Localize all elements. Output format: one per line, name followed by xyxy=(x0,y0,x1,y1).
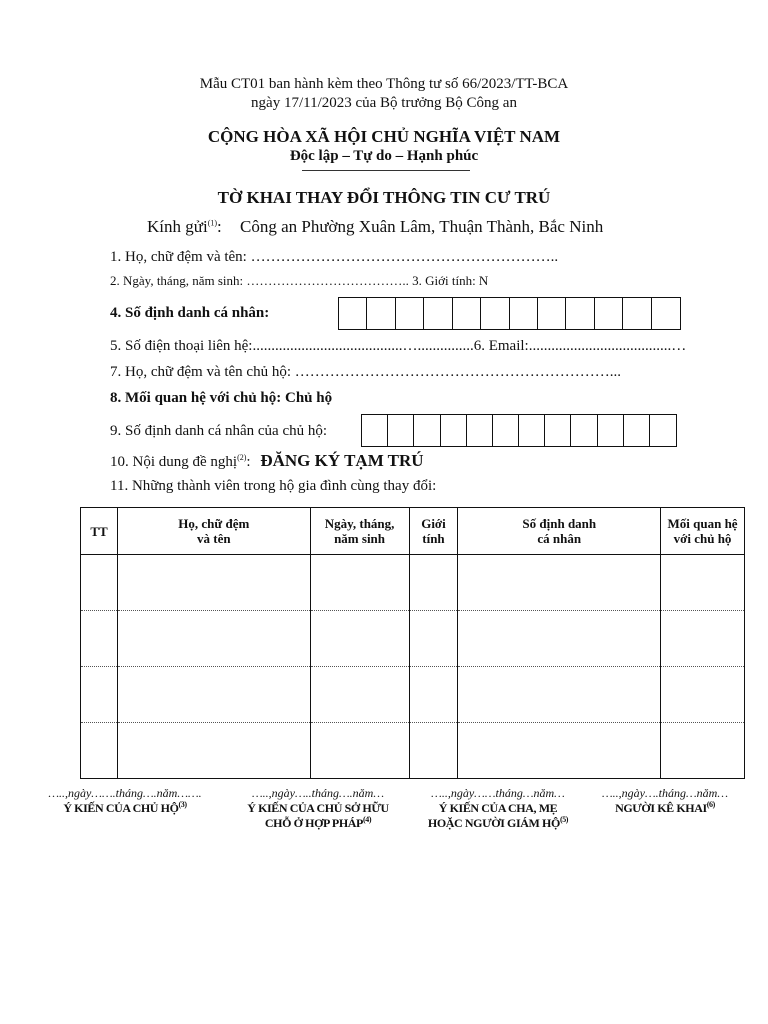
request-content-footnote: (2) xyxy=(237,453,247,462)
table-cell[interactable] xyxy=(117,667,310,723)
table-cell[interactable] xyxy=(458,555,661,611)
field-members-label: 11. Những thành viên trong hộ gia đình cùng thay đổi: xyxy=(110,478,437,494)
table-cell[interactable] xyxy=(409,555,458,611)
head-id-digit-box[interactable] xyxy=(388,415,414,446)
table-cell[interactable] xyxy=(310,723,409,779)
col-header-relationship xyxy=(661,508,745,555)
field-phone-email: 5. Số điện thoại liên hệ:........................................…...............6. Email:......................................… xyxy=(110,338,687,354)
table-cell[interactable] xyxy=(81,555,118,611)
signature-footnote: (6) xyxy=(706,800,715,809)
col-header-name xyxy=(117,508,310,555)
recipient-line: Kính gửi$^{(1)}$: Công an Phường Xuân Lâm, Thuận Thành, Bắc Ninh xyxy=(147,217,604,236)
form-reference-line-2: ngày 17/11/2023 của Bộ trưởng Bộ Công an xyxy=(251,95,517,111)
id-digit-box[interactable] xyxy=(566,298,594,329)
col-header-birthdate xyxy=(310,508,409,555)
head-id-digit-box[interactable] xyxy=(519,415,545,446)
table-cell[interactable] xyxy=(458,611,661,667)
table-cell[interactable] xyxy=(409,723,458,779)
table-cell[interactable] xyxy=(409,667,458,723)
id-digit-box[interactable] xyxy=(367,298,395,329)
signature-role-text: HOẶC NGƯỜI GIÁM HỘ xyxy=(427,816,560,830)
signature-role xyxy=(40,801,210,816)
signature-role-text: NGƯỜI KÊ KHAI xyxy=(615,801,707,815)
form-title: TỜ KHAI THAY ĐỔI THÔNG TIN CƯ TRÚ xyxy=(217,188,551,207)
col-header-name-text: Họ, chữ đệm và tên xyxy=(178,516,250,546)
head-id-digit-box[interactable] xyxy=(441,415,467,446)
table-row xyxy=(81,611,745,667)
nation-title: CỘNG HÒA XÃ HỘI CHỦ NGHĨA VIỆT NAM xyxy=(207,127,561,146)
table-cell[interactable] xyxy=(81,723,118,779)
id-digit-box[interactable] xyxy=(595,298,623,329)
head-id-digit-box[interactable] xyxy=(362,415,388,446)
head-id-digit-box[interactable] xyxy=(650,415,676,446)
recipient-footnote: (1) xyxy=(207,218,218,228)
recipient-value: Công an Phường Xuân Lâm, Thuận Thành, Bắc Ninh xyxy=(240,217,604,236)
id-digit-box[interactable] xyxy=(396,298,424,329)
table-cell[interactable] xyxy=(661,555,745,611)
motto-underline xyxy=(302,170,470,171)
signature-role-text: Ý KIẾN CỦA CHỦ HỘ xyxy=(63,801,179,815)
head-id-digit-box[interactable] xyxy=(467,415,493,446)
table-cell[interactable] xyxy=(117,723,310,779)
table-cell[interactable] xyxy=(310,555,409,611)
col-header-birthdate-text: Ngày, tháng, năm sinh xyxy=(324,516,395,546)
signature-head-of-household xyxy=(40,786,210,816)
field-head-id-label: 9. Số định danh cá nhân của chủ hộ: xyxy=(110,423,328,439)
col-header-gender-text: Giới tính xyxy=(421,516,446,546)
table-cell[interactable] xyxy=(117,555,310,611)
table-header-row xyxy=(81,508,745,555)
request-content-value: ĐĂNG KÝ TẠM TRÚ xyxy=(260,451,424,470)
signature-role: Ý KIẾN CỦA CHA, MẸ xyxy=(438,801,558,815)
id-digit-box[interactable] xyxy=(510,298,538,329)
personal-id-boxes[interactable] xyxy=(338,297,681,330)
col-header-personal-id xyxy=(458,508,661,555)
col-header-index-text: TT xyxy=(90,523,108,539)
col-header-gender xyxy=(409,508,458,555)
signature-role xyxy=(590,801,740,816)
table-cell[interactable] xyxy=(661,667,745,723)
col-header-index xyxy=(81,508,118,555)
id-digit-box[interactable] xyxy=(424,298,452,329)
col-header-personal-id-text: Số định danh cá nhân xyxy=(522,516,597,546)
head-id-digit-box[interactable] xyxy=(414,415,440,446)
head-id-digit-box[interactable] xyxy=(493,415,519,446)
table-row xyxy=(81,723,745,779)
signature-footnote: (5) xyxy=(559,815,569,824)
head-id-digit-box[interactable] xyxy=(624,415,650,446)
national-motto: Độc lập – Tự do – Hạnh phúc xyxy=(289,148,479,164)
table-cell[interactable] xyxy=(458,723,661,779)
request-content-label: 10. Nội dung đề nghị xyxy=(110,454,238,470)
signature-footnote: (4) xyxy=(362,815,372,824)
recipient-label: Kính gửi xyxy=(147,217,208,236)
field-request-content: 10. Nội dung đề nghị$^{(2)}$: ĐĂNG KÝ TẠM TRÚ xyxy=(110,451,424,470)
table-cell[interactable] xyxy=(661,723,745,779)
table-cell[interactable] xyxy=(81,667,118,723)
signature-role-text: CHỖ Ở HỢP PHÁP xyxy=(264,816,363,830)
id-digit-box[interactable] xyxy=(623,298,651,329)
table-row xyxy=(81,555,745,611)
table-row xyxy=(81,667,745,723)
head-id-boxes[interactable] xyxy=(361,414,677,447)
signature-parent-guardian xyxy=(408,786,588,831)
signature-role-line-2 xyxy=(228,816,408,831)
signature-role-line-2 xyxy=(408,816,588,831)
id-digit-box[interactable] xyxy=(453,298,481,329)
table-cell[interactable] xyxy=(409,611,458,667)
field-full-name: 1. Họ, chữ đệm và tên: …………………………………………………….. xyxy=(110,249,559,265)
head-id-digit-box[interactable] xyxy=(571,415,597,446)
form-reference-line-1: Mẫu CT01 ban hành kèm theo Thông tư số 66/2023/TT-BCA xyxy=(199,76,569,92)
field-birthdate-gender: 2. Ngày, tháng, năm sinh: ……………………………….. 3. Giới tính: N xyxy=(110,273,489,288)
table-cell[interactable] xyxy=(81,611,118,667)
col-header-relationship-text: Mối quan hệ với chủ hộ xyxy=(667,516,738,546)
table-cell[interactable] xyxy=(117,611,310,667)
head-id-digit-box[interactable] xyxy=(545,415,571,446)
field-personal-id-label: 4. Số định danh cá nhân: xyxy=(110,305,270,321)
signature-property-owner xyxy=(228,786,408,831)
signature-date: …..,ngày…..tháng….năm… xyxy=(251,786,384,800)
id-digit-box[interactable] xyxy=(652,298,680,329)
table-cell[interactable] xyxy=(661,611,745,667)
signature-date: …..,ngày….tháng…năm… xyxy=(601,786,728,800)
members-table xyxy=(80,507,745,779)
table-cell[interactable] xyxy=(310,611,409,667)
head-id-digit-box[interactable] xyxy=(598,415,624,446)
id-digit-box[interactable] xyxy=(481,298,509,329)
signature-date: …..,ngày…….tháng….năm……. xyxy=(48,786,202,800)
field-head-of-household: 7. Họ, chữ đệm và tên chủ hộ: ………………………………………………………... xyxy=(110,364,622,380)
signature-role: Ý KIẾN CỦA CHỦ SỞ HỮU xyxy=(247,801,389,815)
signature-declarant xyxy=(590,786,740,816)
id-digit-box[interactable] xyxy=(339,298,367,329)
signature-date: …..,ngày……tháng…năm… xyxy=(431,786,565,800)
field-relationship: 8. Mối quan hệ với chủ hộ: Chủ hộ xyxy=(110,390,333,406)
id-digit-box[interactable] xyxy=(538,298,566,329)
signature-footnote: (3) xyxy=(178,800,187,809)
table-cell[interactable] xyxy=(458,667,661,723)
table-cell[interactable] xyxy=(310,667,409,723)
